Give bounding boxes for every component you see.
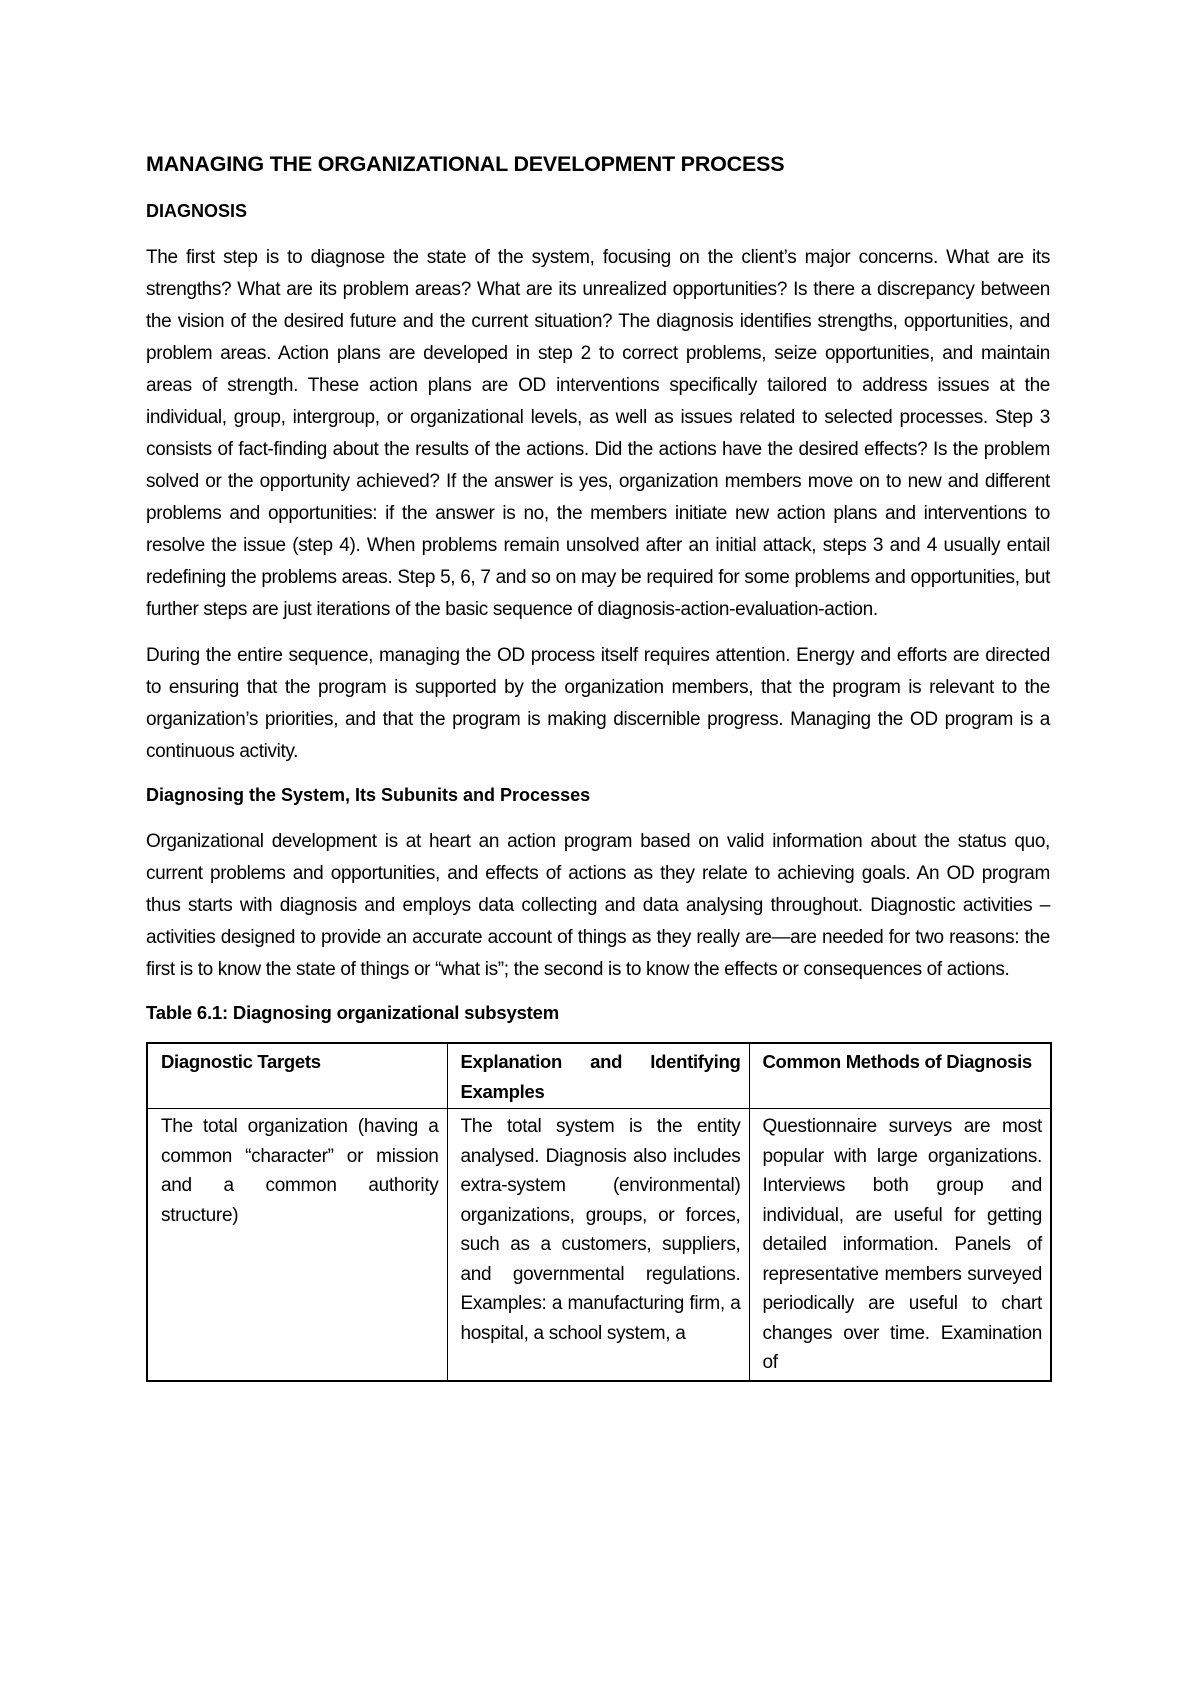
cell-methods: Questionnaire surveys are most popular with large organizations. Interviews both group and individual, are useful for getting detailed information. Panels of representative members surveyed periodically are useful to chart changes over time. Examination of [749,1109,1051,1381]
subheading-diagnosing-system: Diagnosing the System, Its Subunits and Processes [146,785,591,805]
table-header-row [147,1043,1051,1109]
paragraph-managing-od-process: During the entire sequence, managing the OD process itself requires attention. Energy and efforts are directed to ensuring that the program is supported by the organization members, that the program is relevant to the organization’s priorities, and that the program is making discernible progress. Managing the OD program is a continuous activity. [146,645,1050,762]
diagnosis-table [146,1042,1052,1382]
header-explanation-examples: Explanation and Identifying Examples [447,1043,749,1109]
paragraph-diagnosis-steps: The first step is to diagnose the state of the system, focusing on the client’s major concerns. What are its strengths? What are its problem areas? What are its unrealized opportunities? Is there a discrepancy between the vision of the desired future and the current situation? The diagnosis identifies strengths, opportunities, and problem areas. Action plans are developed in step 2 to correct problems, seize opportunities, and maintain areas of strength. These action plans are OD interventions specifically tailored to address issues at the individual, group, intergroup, or organizational levels, as well as issues related to selected processes. Step 3 consists of fact-finding about the results of the actions. Did the actions have the desired effects? Is the problem solved or the opportunity achieved? If the answer is yes, organization members move on to new and different problems and opportunities: if the answer is no, the members initiate new action plans and interventions to resolve the issue (step 4). When problems remain unsolved after an initial attack, steps 3 and 4 usually entail redefining the problems areas. Step 5, 6, 7 and so on may be required for some problems and opportunities, but further steps are just iterations of the basic sequence of diagnosis-action-evaluation-action. [146,247,1050,620]
paragraph-od-action-program: Organizational development is at heart an action program based on valid information about the status quo, current problems and opportunities, and effects of actions as they relate to achieving goals. An OD program thus starts with diagnosis and employs data collecting and data analysing throughout. Diagnostic activities – activities designed to provide an accurate account of things as they really are—are needed for two reasons: the first is to know the state of things or “what is”; the second is to know the effects or consequences of actions. [146,831,1050,980]
header-common-methods: Common Methods of Diagnosis [749,1043,1051,1109]
section-heading-diagnosis: DIAGNOSIS [146,201,248,221]
table-row [147,1109,1051,1381]
table-caption: Table 6.1: Diagnosing organizational subsystem [146,1002,559,1023]
cell-diagnostic-target: The total organization (having a common “character” or mission and a common authority structure) [147,1109,447,1381]
cell-explanation: The total system is the entity analysed. Diagnosis also includes extra-system (environmental) organizations, groups, or forces, such as a customers, suppliers, and governmental regulations. Examples: a manufacturing firm, a hospital, a school system, a [447,1109,749,1381]
document-title: MANAGING THE ORGANIZATIONAL DEVELOPMENT PROCESS [146,152,785,176]
header-diagnostic-targets: Diagnostic Targets [147,1043,447,1109]
document-page [146,150,1050,1382]
